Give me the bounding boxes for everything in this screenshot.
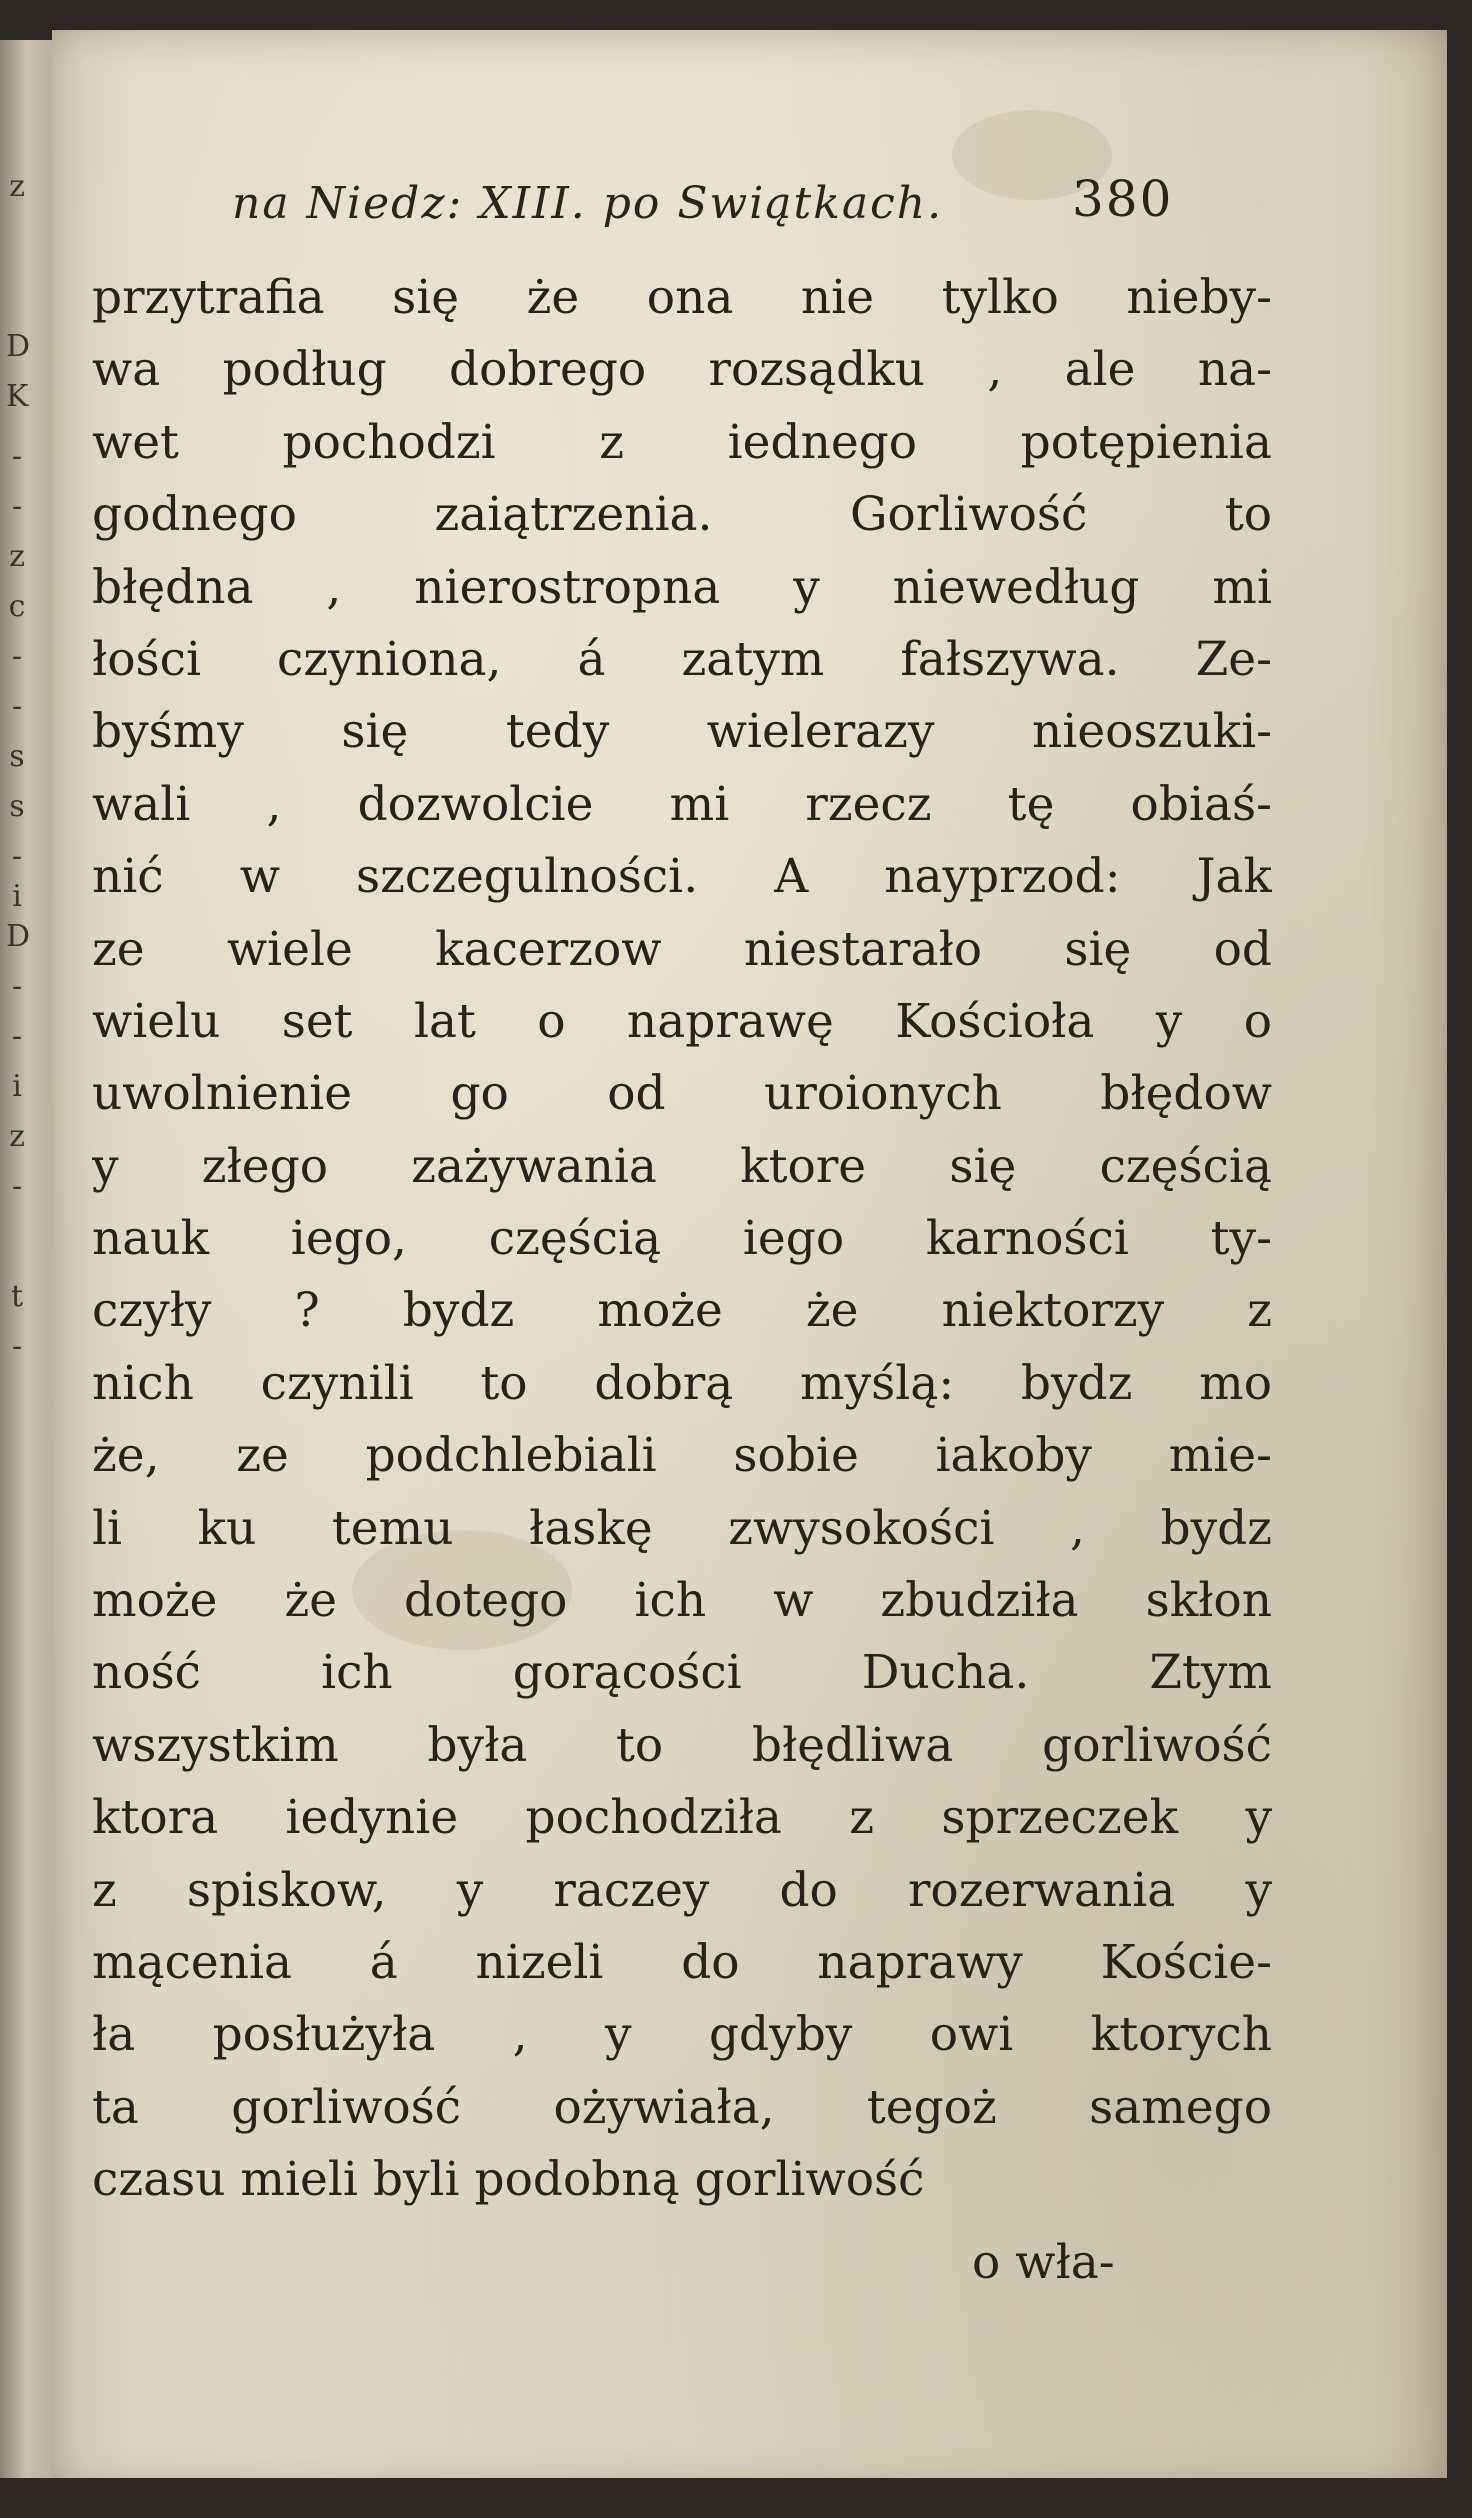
page-header [232, 148, 1232, 238]
margin-mark: - [11, 639, 23, 674]
text-line: wet pochodzi z iednego potępienia [92, 414, 1272, 470]
margin-mark: - [11, 689, 23, 724]
text-line: ze wiele kacerzow niestarało się od [92, 921, 1272, 977]
text-line: uwolnienie go od uroionych błędow [92, 1066, 1272, 1122]
previous-page-edge [0, 40, 58, 2480]
text-line: byśmy się tedy wielerazy nieoszuki- [92, 704, 1272, 760]
text-line: nić w szczegulności. A nayprzod: Jak [92, 849, 1272, 905]
text-line: że, ze podchlebiali sobie iakoby mie- [92, 1428, 1272, 1484]
previous-page-marks [0, 40, 58, 2480]
text-line: godnego zaiątrzenia. Gorliwość to [92, 487, 1272, 543]
text-line: ność ich gorącości Ducha. Ztym [92, 1645, 1272, 1701]
text-line: y złego zażywania ktore się częścią [92, 1138, 1272, 1194]
text-line: łości czyniona, á zatym fałszywa. Ze- [92, 631, 1272, 687]
text-line: czyły ? bydz może że niektorzy z [92, 1283, 1272, 1339]
text-line: wszystkim była to błędliwa gorliwość [92, 1717, 1272, 1773]
text-line: ta gorliwość ożywiała, tegoż samego [92, 2079, 1272, 2135]
text-line: wielu set lat o naprawę Kościoła y o [92, 993, 1272, 1049]
margin-mark: i [12, 1069, 22, 1104]
margin-mark: - [11, 489, 23, 524]
margin-mark: D [6, 329, 31, 364]
margin-mark: z [9, 539, 25, 574]
text-line: nauk iego, częścią iego karności ty- [92, 1211, 1272, 1267]
margin-mark: i [12, 879, 22, 914]
margin-mark: c [8, 589, 26, 624]
margin-mark: z [9, 1119, 25, 1154]
text-line: przytrafia się że ona nie tylko nieby- [92, 270, 1272, 325]
text-line: mącenia á nizeli do naprawy Koście- [92, 1934, 1272, 1990]
running-title: na Niedz: XIII. po Swiątkach. [232, 178, 944, 229]
margin-mark: - [11, 839, 23, 874]
margin-mark: - [11, 969, 23, 1004]
margin-mark: s [9, 739, 25, 774]
text-line: czasu mieli byli podobną gorliwość [92, 2152, 925, 2208]
text-line: błędna , nierostropna y niewedług mi [92, 559, 1272, 615]
scan-bottom-border [0, 2478, 1472, 2518]
body-text [92, 262, 1272, 2217]
text-line: może że dotego ich w zbudziła skłon [92, 1573, 1272, 1629]
margin-mark: D [6, 919, 31, 954]
margin-mark: - [11, 1329, 23, 1364]
margin-mark: - [11, 1019, 23, 1054]
margin-mark: - [11, 439, 23, 474]
page-number: 380 [1072, 170, 1174, 228]
margin-mark: s [9, 789, 25, 824]
text-line: li ku temu łaskę zwysokości , bydz [92, 1500, 1272, 1556]
text-line: ktora iedynie pochodziła z sprzeczek y [92, 1790, 1272, 1846]
catchword: o wła- [972, 2235, 1115, 2290]
text-line: z spiskow, y raczey do rozerwania y [92, 1862, 1272, 1918]
margin-mark: K [6, 379, 29, 414]
margin-mark: - [11, 1169, 23, 1204]
text-line: ła posłużyła , y gdyby owi ktorych [92, 2007, 1272, 2063]
margin-mark: t [10, 1279, 24, 1314]
margin-mark: z [9, 169, 25, 204]
book-page [52, 30, 1447, 2490]
text-line: wa podług dobrego rozsądku , ale na- [92, 342, 1272, 398]
text-line: nich czynili to dobrą myślą: bydz mo [92, 1355, 1272, 1411]
text-line: wali , dozwolcie mi rzecz tę obiaś- [92, 776, 1272, 832]
